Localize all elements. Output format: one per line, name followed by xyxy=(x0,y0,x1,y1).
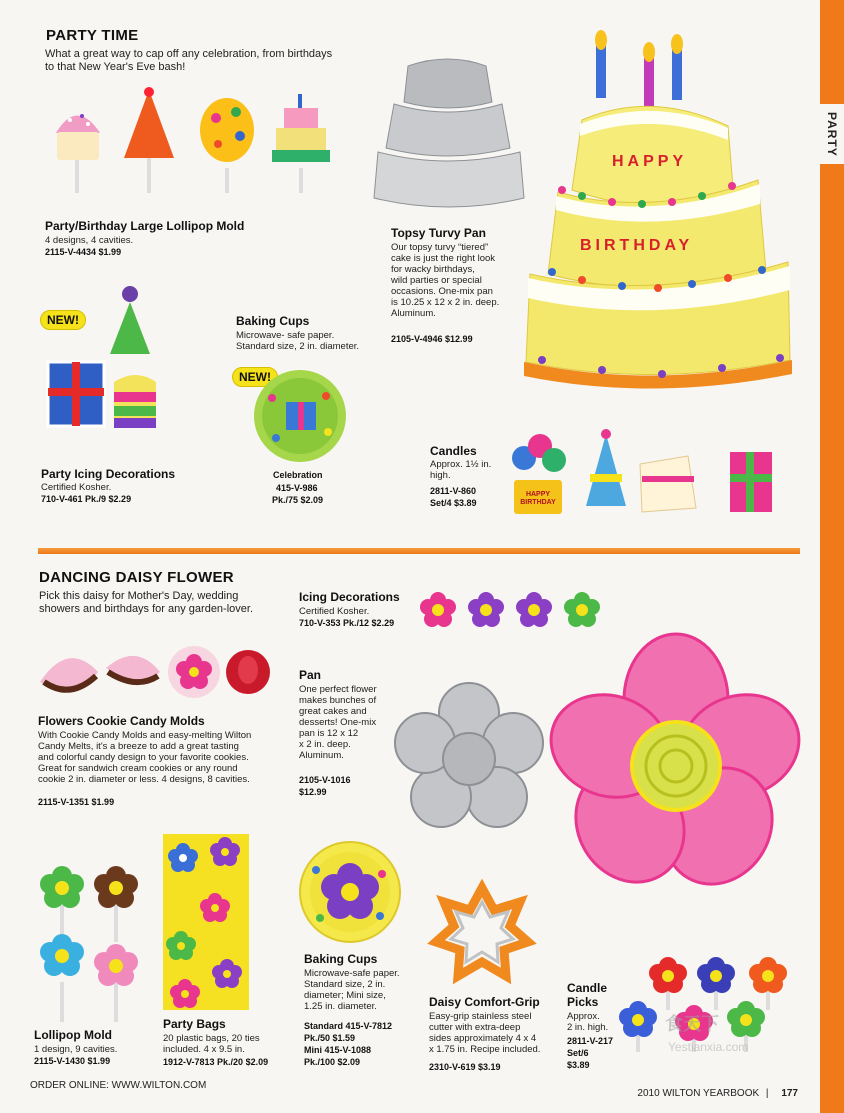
party-lollipops-image xyxy=(44,88,334,198)
product-desc-icing-daisy: Certified Kosher. xyxy=(299,606,370,617)
product-desc-pan-daisy: One perfect flower makes bunches of great cakes and desserts! One-mix pan is 12 x 12 x 2 in. deep. Aluminum. xyxy=(299,684,377,761)
product-desc-party-bags: 20 plastic bags, 20 ties included. 4 x 9.5 in. xyxy=(163,1033,260,1055)
product-variant-sku-celebration: 415-V-986 xyxy=(276,483,318,493)
product-sku-daisy-cutter: 2310-V-619 $3.19 xyxy=(429,1062,501,1072)
flowers-cookie-candy-image xyxy=(38,642,270,704)
cake-text-birthday: BIRTHDAY xyxy=(580,237,694,254)
product-desc-flowers-cookie: With Cookie Candy Molds and easy-melting Wilton Candy Melts, it's a breeze to add a great tasting and colorful candy design to your favorite cookies. Great for sandwich cream cookies or any round cookie 2 in. diameter or less. 4 designs, 8 cavities. xyxy=(38,730,252,785)
product-sku-candle-picks: 2811-V-217 xyxy=(567,1036,614,1046)
new-badge-baking-cups: NEW! xyxy=(232,367,278,387)
product-name-topsy-turvy-pan: Topsy Turvy Pan xyxy=(391,226,486,240)
birthday-cake-image xyxy=(522,40,794,392)
product-desc-candles: Approx. 1½ in. high. xyxy=(430,459,492,481)
product-desc-lollipop-daisy: 1 design, 9 cavities. xyxy=(34,1044,118,1055)
product-sku-party-lollipop-mold: 2115-V-4434 $1.99 xyxy=(45,247,122,257)
product-price-pan-daisy: $12.99 xyxy=(299,787,327,797)
product-name-party-bags: Party Bags xyxy=(163,1017,226,1031)
product-sku-topsy-turvy-pan: 2105-V-4946 $12.99 xyxy=(391,334,473,344)
product-sku-party-icing: 710-V-461 Pk./9 $2.29 xyxy=(41,494,132,504)
product-name-flowers-cookie: Flowers Cookie Candy Molds xyxy=(38,714,205,728)
section-intro-party-time: What a great way to cap off any celebration, from birthdays to that New Year's Eve bash! xyxy=(45,48,333,73)
watermark-logo: 食天下 xyxy=(665,1014,719,1034)
product-desc-candle-picks: Approx. 2 in. high. xyxy=(567,1011,609,1033)
product-price-candles: Set/4 $3.89 xyxy=(430,498,477,508)
product-name-party-icing: Party Icing Decorations xyxy=(41,467,176,481)
product-name-daisy-cutter: Daisy Comfort-Grip xyxy=(429,995,540,1009)
product-desc-daisy-cutter: Easy-grip stainless steel cutter with extra-deep sides approximately 4 x 4 x 1.75 in. Recipe included. xyxy=(429,1011,541,1055)
daisy-baking-cup-image xyxy=(298,840,402,944)
product-sku-flowers-cookie: 2115-V-1351 $1.99 xyxy=(38,797,115,807)
side-tab-bar xyxy=(820,0,844,1113)
footer-yearbook-title: 2010 WILTON YEARBOOK xyxy=(637,1088,760,1099)
product-desc-topsy-turvy-pan: Our topsy turvy “tiered” cake is just the right look for wacky birthdays, wild parties or special occasions. One-mix pan is 10.25 x 12 x 2 in. deep. Aluminum. xyxy=(391,242,500,319)
section-divider xyxy=(38,548,800,554)
product-price2-candle-picks: $3.89 xyxy=(567,1060,590,1070)
section-title-dancing-daisy: DANCING DAISY FLOWER xyxy=(39,569,234,586)
product-sku-baking-cups-mini: Mini 415-V-1088 xyxy=(304,1045,372,1055)
footer-yearbook xyxy=(637,1088,798,1099)
product-variant-price-celebration: Pk./75 $2.09 xyxy=(272,495,324,505)
product-sku-baking-cups-std: Standard 415-V-7812 xyxy=(304,1021,393,1031)
product-desc-party-lollipop-mold: 4 designs, 4 cavities. xyxy=(45,235,134,246)
side-tab-label: PARTY xyxy=(820,104,844,164)
topsy-turvy-pan-image xyxy=(368,48,528,208)
daisy-pan-image xyxy=(386,684,552,834)
daisy-cake-image xyxy=(548,642,802,886)
page-number: 177 xyxy=(781,1088,798,1099)
product-name-baking-cups-party: Baking Cups xyxy=(236,314,310,328)
product-price-candle-picks: Set/6 xyxy=(567,1048,589,1058)
footer-separator: | xyxy=(765,1088,769,1099)
product-desc-baking-cups-party: Microwave- safe paper. Standard size, 2 in. diameter. xyxy=(236,330,360,352)
product-sku-party-bags: 1912-V-7813 Pk./20 $2.09 xyxy=(163,1057,269,1067)
section-title-party-time: PARTY TIME xyxy=(46,27,139,44)
candle-picks-image xyxy=(618,954,798,1054)
watermark-url: Yestianxia.com xyxy=(668,1040,749,1054)
product-price-baking-cups-mini: Pk./100 $2.09 xyxy=(304,1057,361,1067)
daisy-cutter-image xyxy=(430,880,534,984)
product-name-candles: Candles xyxy=(430,444,477,458)
product-name-party-lollipop-mold: Party/Birthday Large Lollipop Mold xyxy=(45,219,245,233)
product-name-icing-daisy: Icing Decorations xyxy=(299,590,400,604)
product-name-baking-cups-daisy: Baking Cups xyxy=(304,952,378,966)
product-sku-icing-daisy: 710-V-353 Pk./12 $2.29 xyxy=(299,618,395,628)
product-desc-party-icing: Certified Kosher. xyxy=(41,482,112,493)
product-sku-lollipop-daisy: 2115-V-1430 $1.99 xyxy=(34,1056,111,1066)
party-icing-decorations-image xyxy=(44,282,164,452)
product-name-lollipop-daisy: Lollipop Mold xyxy=(34,1028,112,1042)
product-desc-baking-cups-daisy: Microwave-safe paper. Standard size, 2 in. diameter; Mini size, 1.25 in. diameter. xyxy=(304,968,400,1012)
new-badge-party-icing: NEW! xyxy=(40,310,86,330)
product-sku-candles: 2811-V-860 xyxy=(430,486,477,496)
footer-order-online: ORDER ONLINE: WWW.WILTON.COM xyxy=(30,1080,207,1091)
product-name-candle-picks: Candle Picks xyxy=(567,981,608,1009)
product-name-pan-daisy: Pan xyxy=(299,668,322,682)
product-sku-pan-daisy: 2105-V-1016 xyxy=(299,775,351,785)
product-price-baking-cups-std: Pk./50 $1.59 xyxy=(304,1033,356,1043)
section-intro-dancing-daisy: Pick this daisy for Mother's Day, wedding showers and birthdays for any garden-lover. xyxy=(39,590,254,615)
party-bags-image xyxy=(163,834,249,1010)
celebration-baking-cup-image xyxy=(250,368,350,464)
daisy-lollipops-image xyxy=(34,862,144,1022)
product-variant-name-celebration: Celebration xyxy=(273,470,323,480)
cake-text-happy: HAPPY xyxy=(612,153,688,170)
icing-daisy-decorations-image xyxy=(418,588,604,632)
candle-sign: HAPPY BIRTHDAY xyxy=(520,491,556,506)
